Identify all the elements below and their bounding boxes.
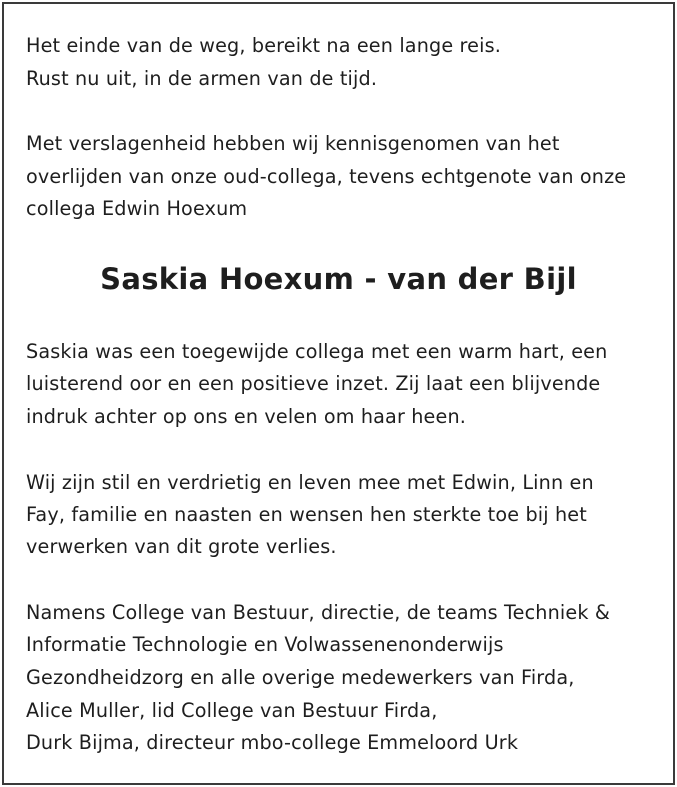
condolence-line: Fay, familie en naasten en wensen hen sterkte toe bij het [26, 503, 587, 526]
condolence-line: verwerken van dit grote verlies. [26, 535, 337, 558]
poem-line: Het einde van de weg, bereikt na een lange reis. [26, 34, 502, 57]
deceased-name: Saskia Hoexum - van der Bijl [100, 262, 577, 296]
condolence-line: Wij zijn stil en verdrietig en leven mee met Edwin, Linn en [26, 471, 594, 494]
signature-line: Durk Bijma, directeur mbo-college Emmeloord Urk [26, 731, 519, 754]
signature-line: Gezondheidzorg en alle overige medewerkers van Firda, [26, 666, 575, 689]
intro-line: collega Edwin Hoexum [26, 197, 248, 220]
signature-line: Alice Muller, lid College van Bestuur Firda, [26, 699, 438, 722]
signature-line: Informatie Technologie en Volwassenenonderwijs [26, 633, 504, 656]
tribute-line: indruk achter op ons en velen om haar heen. [26, 405, 467, 428]
poem-line: Rust nu uit, in de armen van de tijd. [26, 67, 378, 90]
intro-line: overlijden van onze oud-collega, tevens echtgenote van onze [26, 165, 627, 188]
intro-line: Met verslagenheid hebben wij kennisgenomen van het [26, 132, 560, 155]
tribute-line: Saskia was een toegewijde collega met een warm hart, een [26, 340, 608, 363]
tribute-line: luisterend oor en een positieve inzet. Zij laat een blijvende [26, 372, 601, 395]
signature-line: Namens College van Bestuur, directie, de teams Techniek & [26, 601, 610, 624]
